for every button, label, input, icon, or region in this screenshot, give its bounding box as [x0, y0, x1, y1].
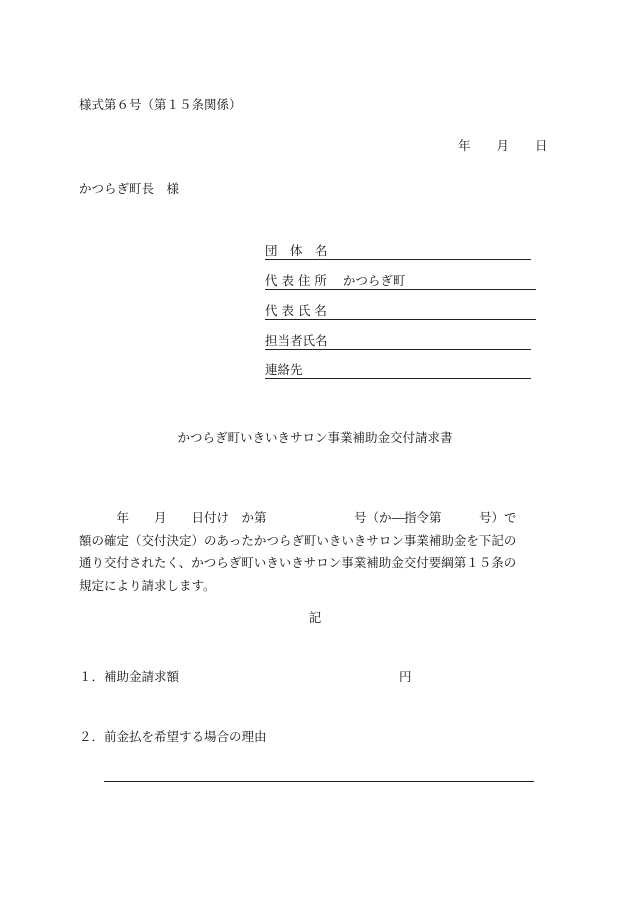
document-title: かつらぎ町いきいきサロン事業補助金交付請求書	[177, 430, 453, 445]
contact-info-field[interactable]	[265, 360, 531, 379]
ki-heading: 記	[308, 610, 322, 625]
request-body	[79, 507, 547, 597]
body-line: 通り交付されたく、かつらぎ町いきいきサロン事業補助金交付要綱第１５条の	[79, 555, 517, 570]
field-label: 担当者氏名	[265, 333, 328, 348]
item-advance-payment-reason: ２．前金払を希望する場合の理由	[79, 729, 267, 744]
body-line: 年 月 日付け か第 号（か―指令第 号）で	[79, 510, 517, 525]
addressee: かつらぎ町長 様	[79, 181, 180, 196]
field-label: 代 表 氏 名	[265, 303, 327, 318]
date-month-label: 月	[496, 138, 510, 153]
date-year-label: 年	[458, 138, 471, 153]
date-day-label: 日	[535, 138, 548, 153]
field-value: かつらぎ町	[342, 273, 406, 288]
date-line	[458, 136, 548, 154]
field-label: 連絡先	[265, 362, 303, 377]
field-label: 団 体 名	[265, 243, 328, 258]
reason-entry-line[interactable]	[104, 781, 534, 782]
representative-address-field[interactable]	[265, 271, 536, 290]
organization-name-field[interactable]	[265, 241, 531, 260]
body-line: 額の確定（交付決定）のあったかつらぎ町いきいきサロン事業補助金を下記の	[79, 532, 517, 548]
yen-unit: 円	[399, 669, 412, 684]
item-request-amount: １．補助金請求額	[79, 669, 180, 684]
form-number-label: 様式第６号（第１５条関係）	[79, 97, 242, 112]
field-label: 代 表 住 所	[265, 273, 327, 288]
contact-person-field[interactable]	[265, 331, 531, 350]
representative-name-field[interactable]	[265, 301, 536, 320]
body-line: 規定により請求します。	[79, 577, 216, 593]
